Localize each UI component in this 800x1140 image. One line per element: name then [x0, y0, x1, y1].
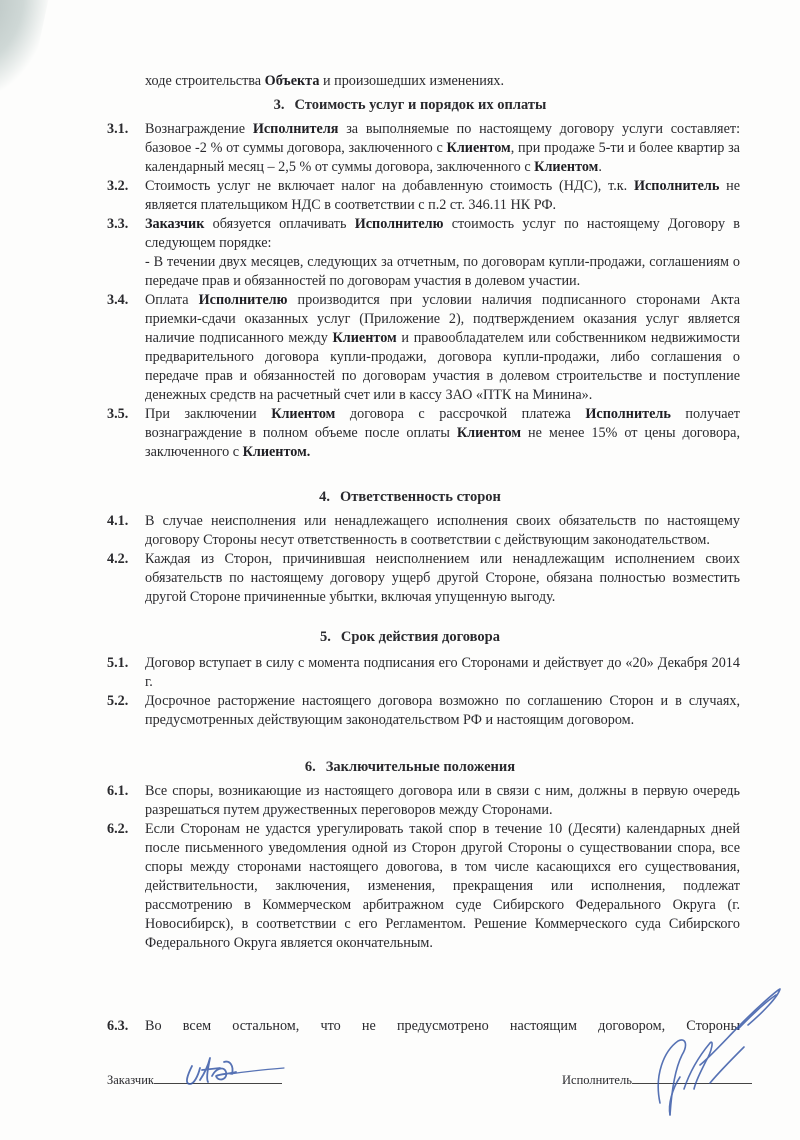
defined-term: Исполнитель [585, 406, 671, 422]
clause-3-2: 3.2. Стоимость услуг не включает налог на добавленную стоимость (НДС), т.к. Исполнитель не является плательщиком НДС в соответствии с п.2 ст. 346.11 НК РФ. [107, 178, 741, 213]
scan-corner-shadow [0, 0, 53, 107]
clause-text: Если Сторонам не удастся урегулировать такой спор в течение 10 (Десяти) календарных дней после письменного уведомления одной из Сторон другой Стороны о существовании спора, все споры между сторонами настоящего довогова, в том числе касающихся его существования, действительности, заключения, изменения, прекращения или исполнения, подлежат рассмотрению в Коммерческом арбитражном суде Сибирского Федерального Округа (г. Новосибирск), в соответствии с его Регламентом. Решение Коммерческого суда Сибирского Федерального Округа является окончательным. [145, 821, 740, 951]
clause-3-3: 3.3. Заказчик обязуется оплачивать Исполнителю стоимость услуг по настоящему Договору в следующем порядке: - В течении двух месяцев, следующих за отчетным, по договорам купли-продажи, соглашениям о передаче прав и обязанностей по договорам участия в долевом участии. [107, 216, 741, 289]
clause-text: Во всем остальном, что не предусмотрено настоящим договором, Стороны [145, 1018, 740, 1034]
clause-text: При заключении Клиентом договора с рассрочкой платежа Исполнитель получает вознаграждение в полном объеме после оплаты Клиентом не менее 15% от цены договора, заключенного с Клиентом. [145, 406, 740, 460]
section-4-heading: 4. Ответственность сторон [319, 489, 501, 505]
section-4-clauses [107, 512, 740, 607]
defined-term: Клиентом. [242, 444, 311, 460]
section-6-clauses [107, 782, 740, 953]
term-object: Объекта [264, 73, 320, 89]
clause-3-1: 3.1. Вознаграждение Исполнителя за выполняемые по настоящему договору услуги составляет: базовое -2 % от суммы договора, заключенного с Клиентом, при продаже 5-ти и более квартир за календарный месяц – 2,5 % от суммы договора, заключенного с Клиентом. [107, 121, 741, 175]
defined-term: Исполнителю [354, 216, 444, 232]
section-3-clauses [107, 120, 740, 462]
clause-6-1: 6.1. Все споры, возникающие из настоящего договора или в связи с ним, должны в первую очередь разрешаться путем дружественных переговоров между Сторонами. [107, 783, 740, 818]
clause-5-2: 5.2. Досрочное расторжение настоящего договора возможно по соглашению Сторон и в случаях, предусмотренных действующим законодательством РФ и настоящим договором. [107, 693, 740, 728]
clause-5-1: 5.1. Договор вступает в силу с момента подписания его Сторонами и действует до «20» Декабря 2014 г. [107, 655, 740, 690]
clause-text: В случае неисполнения или ненадлежащего исполнения своих обязательств по настоящему договору Стороны несут ответственность в соответствии с действующим законодательством. [145, 513, 740, 548]
customer-label: Заказчик [107, 1073, 154, 1087]
customer-handwritten-signature-icon [180, 1052, 290, 1092]
clause-6-3: 6.3. Во всем остальном, что не предусмотрено настоящим договором, Стороны [107, 1018, 740, 1034]
clause-3-4: 3.4. Оплата Исполнителю производится при условии наличия подписанного сторонами Акта приемки-сдачи оказанных услуг (Приложение 2), подтверждением оказания услуг является наличие подписанного между Клиентом и правообладателем или собственником недвижимости предварительного договора купли-продажи, договора купли-продажи, либо соглашения о передаче прав и обязанностей по договорам участия в долевом строительстве и поступление денежных средств на расчетный счет или в кассу ЗАО «ПТК на Минина». [107, 292, 740, 403]
clause-6-2: 6.2. Если Сторонам не удастся урегулировать такой спор в течение 10 (Десяти) календарных дней после письменного уведомления одной из Сторон другой Стороны о существовании спора, все споры между сторонами настоящего довогова, в том числе касающихся его существования, действительности, заключения, изменения, прекращения или исполнения, подлежат рассмотрению в Коммерческом арбитражном суде Сибирского Федерального Округа (г. Новосибирск), в соответствии с его Регламентом. Решение Коммерческого суда Сибирского Федерального Округа является окончательным. [107, 821, 740, 951]
defined-term: Исполнителя [252, 121, 339, 137]
clause-text: Каждая из Сторон, причинившая неисполнением или ненадлежащим исполнением своих обязательств по настоящему договору ущерб другой Стороне, обязана полностью возместить другой Стороне причиненные убытки, включая упущенную выгоду. [145, 551, 740, 605]
defined-term: Клиентом [534, 159, 599, 175]
clause-text: Заказчик обязуется оплачивать Исполнителю стоимость услуг по настоящему Договору в следующем порядке: - В течении двух месяцев, следующих за отчетным, по договорам купли-продажи, соглашениям о передаче прав и обязанностей по договорам участия в долевом участии. [145, 216, 741, 289]
defined-term: Заказчик [145, 216, 205, 232]
clause-text: Досрочное расторжение настоящего договора возможно по соглашению Сторон и в случаях, предусмотренных действующим законодательством РФ и настоящим договором. [145, 693, 740, 728]
defined-term: Клиентом [271, 406, 336, 422]
section-3-heading: 3. Стоимость услуг и порядок их оплаты [273, 97, 547, 113]
defined-term: Клиентом [446, 140, 511, 156]
clause-text: Стоимость услуг не включает налог на добавленную стоимость (НДС), т.к. Исполнитель не является плательщиком НДС в соответствии с п.2 ст. 346.11 НК РФ. [145, 178, 741, 213]
defined-term: Клиентом [456, 425, 522, 441]
clause-text: Все споры, возникающие из настоящего договора или в связи с ним, должны в первую очередь разрешаться путем дружественных переговоров между Сторонами. [145, 783, 740, 818]
clause-text: Вознаграждение Исполнителя за выполняемые по настоящему договору услуги составляет: базовое -2 % от суммы договора, заключенного с Клиентом, при продаже 5-ти и более квартир за календарный месяц – 2,5 % от суммы договора, заключенного с Клиентом. [145, 121, 741, 175]
section-6-heading: 6. Заключительные положения [304, 759, 516, 775]
clause-text: Оплата Исполнителю производится при условии наличия подписанного сторонами Акта приемки-сдачи оказанных услуг (Приложение 2), подтверждением оказания услуг является наличие подписанного между Клиентом и правообладателем или собственником недвижимости предварительного договора купли-продажи, договора купли-продажи, либо соглашения о передаче прав и обязанностей по договорам участия в долевом строительстве и поступление денежных средств на расчетный счет или в кассу ЗАО «ПТК на Минина». [145, 292, 740, 403]
clause-3-5: 3.5. При заключении Клиентом договора с рассрочкой платежа Исполнитель получает вознаграждение в полном объеме после оплаты Клиентом не менее 15% от цены договора, заключенного с Клиентом. [107, 406, 740, 460]
clause-3-3-subitem: - В течении двух месяцев, следующих за отчетным, по договорам купли-продажи, соглашениям о передаче прав и обязанностей по договорам участия в долевом участии. [145, 254, 740, 289]
intro-line: ходе строительства Объекта и произошедших изменениях. [145, 73, 505, 89]
clause-4-1: 4.1. В случае неисполнения или ненадлежащего исполнения своих обязательств по настоящему договору Стороны несут ответственность в соответствии с действующим законодательством. [107, 513, 740, 548]
contractor-handwritten-signature-icon [640, 985, 790, 1135]
clause-text: Договор вступает в силу с момента подписания его Сторонами и действует до «20» Декабря 2014 г. [145, 655, 740, 690]
section-5-clauses [107, 654, 740, 730]
contractor-label: Исполнитель [562, 1073, 632, 1087]
defined-term: Клиентом [332, 330, 397, 346]
clause-4-2: 4.2. Каждая из Сторон, причинившая неисполнением или ненадлежащим исполнением своих обязательств по настоящему договору ущерб другой Стороне, обязана полностью возместить другой Стороне причиненные убытки, включая упущенную выгоду. [107, 551, 740, 605]
section-5-heading: 5. Срок действия договора [320, 629, 500, 645]
defined-term: Исполнитель [633, 178, 720, 194]
defined-term: Исполнителю [198, 292, 288, 308]
